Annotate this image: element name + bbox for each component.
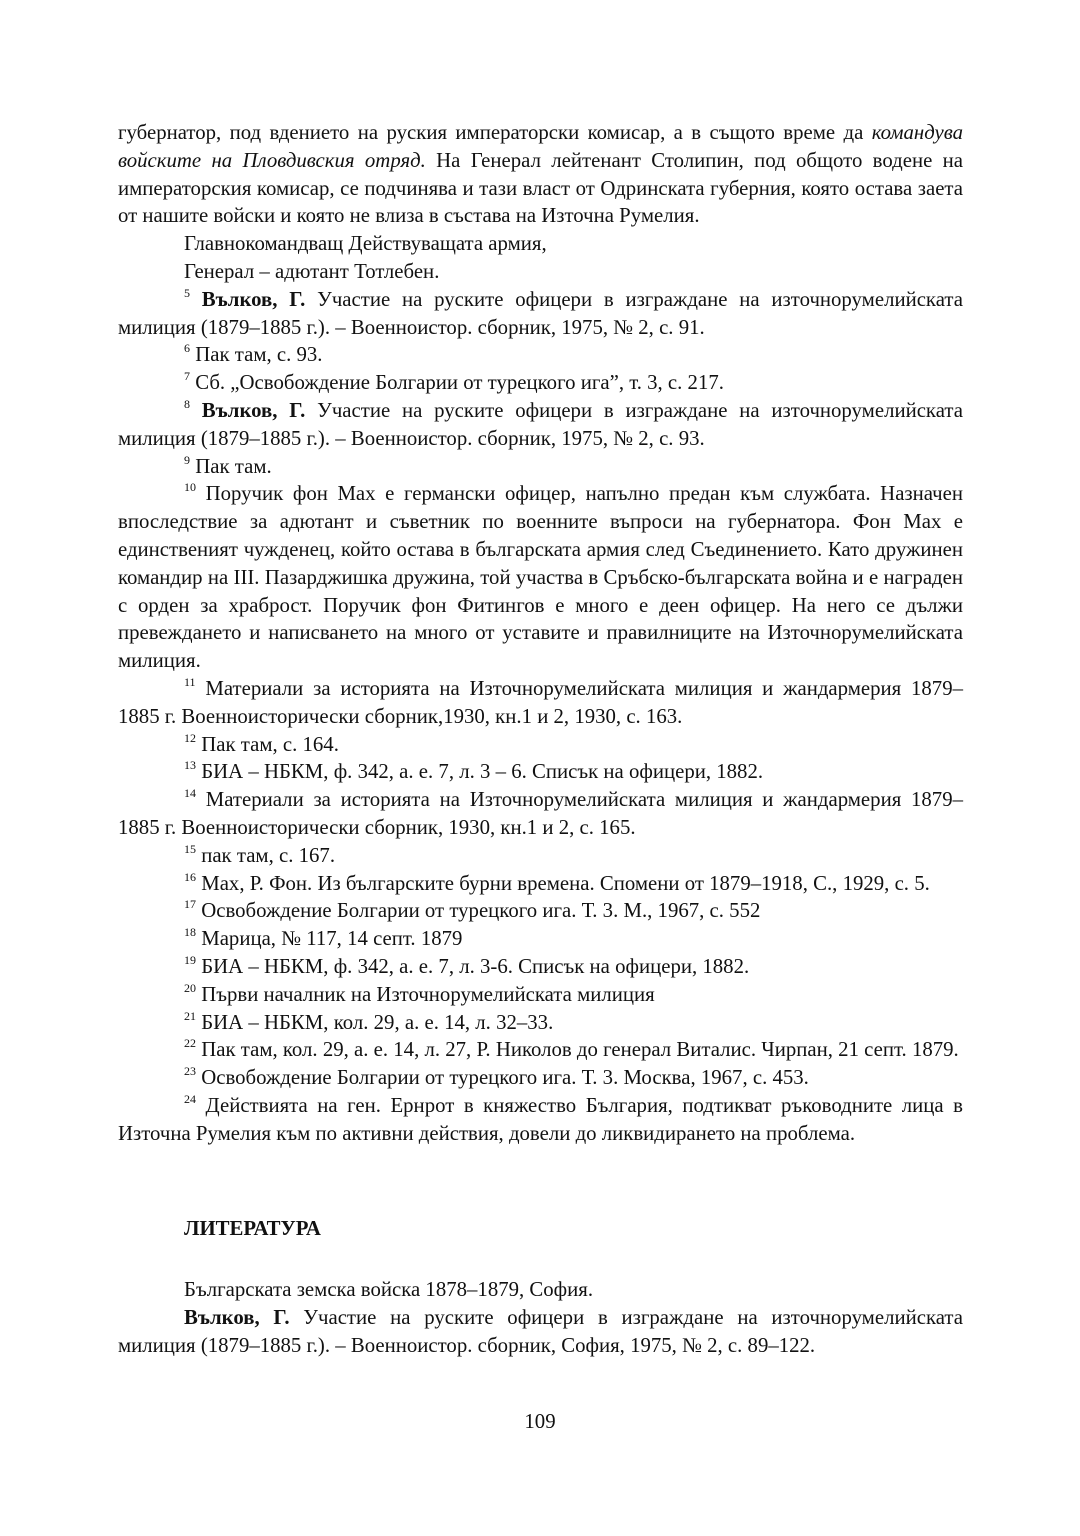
footnote-text: Материали за историята на Източнорумелийската милиция и жандармерия 1879–1885 г. Военноисторически сборник,1930, кн.1 и 2, 1930, с. 163. [118,676,963,728]
literature-entry-text: Участие на руските офицери в изграждане на източнорумелийската милиция (1879–1885 г.). – Военноистор. сборник, София, 1975, № 2, с. 89–122. [118,1306,964,1357]
footnote [118,925,963,953]
footnote-text: Сб. „Освобождение Болгарии от турецкого ига”, т. 3, с. 217. [190,371,724,395]
footnote-number: 23 [184,1064,196,1079]
footnote-text: Мах, Р. Фон. Из българските бурни времена. Спомени от 1879–1918, С., 1929, с. 5. [196,871,930,895]
signature-line: Генерал – адютант Тотлебен. [184,259,440,283]
document-page [118,119,963,1360]
footnote-text: Материали за историята на Източнорумелийската милиция и жандармерия 1879–1885 г. Военноисторически сборник, 1930, кн.1 и 2, с. 165. [118,788,963,839]
footnote [118,758,963,786]
body-italic-text: командува войските на Пловдивския отряд. [118,121,963,172]
footnote-number: 15 [184,841,196,856]
footnote-number: 17 [184,897,196,912]
footnote [118,1036,963,1064]
footnote-number: 19 [184,952,196,967]
footnote-author: Вълков, Г. [201,398,306,422]
footnote-number: 21 [184,1008,196,1023]
footnote-number: 8 [184,397,190,412]
literature-entry [118,1304,963,1360]
footnote-text: БИА – НБКМ, кол. 29, а. е. 14, л. 32–33. [196,1010,554,1034]
footnote-text: БИА – НБКМ, ф. 342, а. е. 7, л. 3-6. Списък на офицери, 1882. [196,954,750,978]
literature-entry-text: Българската земска войска 1878–1879, София. [184,1278,594,1302]
footnote-author: Вълков, Г. [201,287,306,311]
footnote-text: Участие на руските офицери в изграждане на източнорумелийската милиция (1879–1885 г.). – Военноистор. сборник, 1975, № 2, с. 93. [118,398,963,450]
body-text-line1: губернатор, под вдението на руския императорски комисар, а в същото време да [118,121,864,144]
literature-entry [118,1276,963,1304]
footnote-number: 22 [184,1036,196,1051]
footnote-text: БИА – НБКМ, ф. 342, а. е. 7, л. 3 – 6. Списък на офицери, 1882. [196,760,764,784]
footnote-text: Първи началник на Източнорумелийската милиция [196,982,655,1006]
footnote-text: Пак там, кол. 29, а. е. 14, л. 27, Р. Николов до генерал Виталис. Чирпан, 21 септ. 1879. [196,1038,959,1062]
footnote [118,953,963,981]
body-text-rest: На Генерал лейтенант Столипин, под общото водене на императорския комисар, се подчинява и тази власт от Одринската губерния, която остава заета от нашите войски и която не влиза в състава на Източна Румелия. [118,148,964,228]
footnote-number: 14 [184,786,196,801]
footnote [118,731,963,759]
footnote-text: Пак там, с. 164. [196,732,339,756]
footnote-number: 10 [184,480,196,495]
footnote-number: 12 [184,730,196,745]
page-number: 109 [524,1410,556,1433]
footnote [118,453,963,481]
footnote [118,286,963,342]
footnote-number: 13 [184,758,196,773]
footnote-number: 24 [184,1091,196,1106]
footnote [118,341,963,369]
footnote [118,480,963,675]
footnote [118,1064,963,1092]
footnote-text: Пак там. [190,454,272,478]
footnote-text: Освобождение Болгарии от турецкого ига. Т. 3. М., 1967, с. 552 [196,899,761,923]
literature-entry-author: Вълков, Г. [184,1306,290,1330]
footnote-text: Поручик фон Мах е германски офицер, напълно предан към службата. Назначен впоследствие за адютант и съветник по военните въпроси на губернатора. Фон Мах е единственият чужденец, който остава в българската армия след Съединението. Като дружинен командир на III. Пазарджишка дружина, той участва в Сръбско-българската война и е награден с орден за храброст. Поручик фон Фитингов е много е деен офицер. На него се дължи превеждането и написването на много от уставите и правилниците на Източнорумелийската милиция. [118,482,963,673]
footnote [118,786,963,842]
footnote-number: 20 [184,980,196,995]
footnote [118,675,963,731]
footnote-text: Участие на руските офицери в изграждане на източнорумелийската милиция (1879–1885 г.). – Военноистор. сборник, 1975, № 2, с. 91. [118,287,963,339]
footnote [118,1092,963,1148]
signature-line: Главнокомандващ Действуващата армия, [184,232,547,256]
footnote-number: 5 [184,285,190,300]
footnote [118,842,963,870]
literature-heading: ЛИТЕРАТУРА [184,1217,321,1241]
footnote-number: 7 [184,369,190,384]
footnote-number: 18 [184,925,196,940]
footnote-text: пак там, с. 167. [196,843,336,867]
footnotes-list [118,286,963,1148]
footnote [118,1009,963,1037]
footnote-number: 6 [184,341,190,356]
footnote [118,397,963,453]
footnote-number: 16 [184,869,196,884]
footnote-text: Пак там, с. 93. [190,343,323,367]
footnote [118,897,963,925]
body-paragraph [118,119,963,230]
footnote-number: 9 [184,452,190,467]
footnote [118,369,963,397]
footnote-text: Марица, № 117, 14 септ. 1879 [196,927,463,951]
footnote [118,981,963,1009]
footnote-text: Действията на ген. Ернрот в княжество България, подтикват ръководните лица в Източна Румелия към по активни действия, довели до ликвидирането на проблема. [118,1093,963,1145]
footnote-text: Освобождение Болгарии от турецкого ига. Т. 3. Москва, 1967, с. 453. [196,1066,809,1090]
footnote-number: 11 [184,675,196,690]
footnote [118,870,963,898]
